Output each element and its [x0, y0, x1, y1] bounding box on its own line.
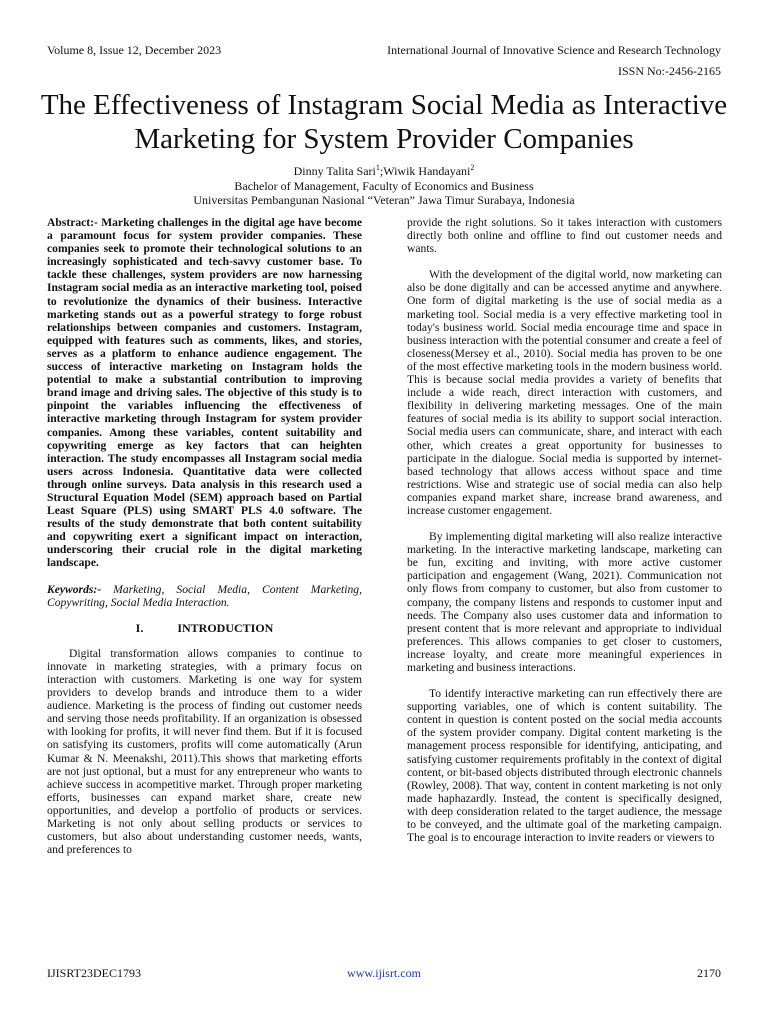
paragraph: By implementing digital marketing will also realize interactive marketing. In the interactive marketing landscape, marketing can be fun, exciting and inviting, with more active customer participation and engagement (Wang, 2021). Communication not only flows from company to customer, but also from customer to company, the company listens and responds to customer input and needs. The Company also uses customer data and information to present content that is more relevant and appropriate to individual preferences. This allows companies to get closer to customers, increase loyalty, and create more meaningful experiences in marketing and business interactions. — [407, 530, 722, 674]
journal-url-link[interactable]: www.ijisrt.com — [347, 966, 421, 980]
author-block — [40, 161, 728, 208]
issn: ISSN No:-2456-2165 — [617, 64, 721, 78]
author-name: Wiwik Handayani — [383, 164, 471, 178]
page-number: 2170 — [697, 966, 721, 980]
keywords — [47, 583, 362, 609]
section-number: I. — [135, 620, 144, 635]
journal-name: International Journal of Innovative Science and Research Technology — [387, 43, 721, 57]
section-heading — [47, 622, 362, 635]
keywords-label: Keywords:- — [47, 582, 102, 596]
paper-id: IJISRT23DEC1793 — [47, 966, 141, 980]
paragraph: With the development of the digital world, now marketing can also be done digitally and can be accessed anytime and anywhere. One form of digital marketing is the use of social media as a marketing tool. Social media is a very effective marketing tool in today's business world. Social media encourage time and space in business interaction with the potential consumer and create a feel of closeness(Mersey et al., 2010). Social media has proven to be one of the most effective marketing tools in the modern business world. This is because social media provides a variety of benefits that include a wide reach, direct interaction with customers, and flexibility in delivering marketing messages. One of the main features of social media is its ability to support social interaction. Social media users can communicate, share, and interact with each other, which creates a great opportunity for businesses to participate in the dialogue. Social media is supported by internet-based technology that allows access without space and time restrictions. Wise and strategic use of social media can also help companies expand market share, increase brand awareness, and increase customer engagement. — [407, 268, 722, 517]
affiliation: Bachelor of Management, Faculty of Economics and Business — [234, 178, 534, 193]
abstract — [47, 216, 362, 570]
left-column — [47, 216, 362, 856]
author-name: Dinny Talita Sari — [293, 164, 376, 178]
author-separator: ; — [379, 164, 384, 178]
paragraph: provide the right solutions. So it takes interaction with customers directly both online and offline to find out customer needs and wants. — [407, 216, 722, 256]
affiliation-marker: 1 — [375, 163, 380, 172]
paragraph: Digital transformation allows companies to continue to innovate in marketing strategies, with a primary focus on interaction with customers. Marketing is one way for system providers to develop brands and introduce them to a wider audience. Marketing is the process of finding out customer needs and serving those needs profitability. If an organization is obsessed with looking for profits, it will never find them. But if it is focused on satisfying its customers, profits will come automatically (Arun Kumar & N. Meenakshi, 2011).This shows that marketing efforts are not just optional, but a must for any entrepreneur who wants to achieve success in acompetitive market. Through proper marketing efforts, businesses can expand market share, create new opportunities, and develop a portfolio of products or services. Marketing is not only about selling products or services to customers, but also about understanding customer needs, wants, and preferences to — [47, 646, 362, 857]
abstract-label: Abstract:- — [47, 216, 98, 229]
author-line — [40, 161, 728, 179]
right-column — [407, 216, 722, 844]
volume-info: Volume 8, Issue 12, December 2023 — [47, 43, 222, 57]
abstract-text: Marketing challenges in the digital age have become a paramount focus for system provider companies. These companies seek to promote their technological solutions to an increasingly sophisticated and tech-savvy customer base. To tackle these challenges, system providers are now harnessing Instagram social media as an interactive marketing tool, poised to revolutionize the dynamics of their business. Interactive marketing stands out as a powerful strategy to forge robust relationships between companies and customers. Instagram, equipped with features such as comments, likes, and stories, serves as a platform to enhance audience engagement. The success of interactive marketing on Instagram holds the potential to make a substantial contribution to improving brand image and driving sales. The objective of this study is to pinpoint the variables influencing the effectiveness of interactive marketing through Instagram for system provider companies. Among these variables, content suitability and copywriting emerge as key factors that can heighten interaction. The study encompasses all Instagram social media users across Indonesia. Quantitative data were collected through online surveys. Data analysis in this research used a Structural Equation Model (SEM) approach based on Partial Least Square (PLS) using SMART PLS 4.0 software. The results of the study demonstrate that both content suitability and copywriting exert a significant impact on interaction, underscoring their crucial role in the digital marketing landscape. — [47, 216, 362, 570]
keywords-text: Marketing, Social Media, Content Marketing, Copywriting, Social Media Interaction. — [47, 582, 362, 609]
footer-link-wrap — [0, 966, 768, 981]
paragraph: To identify interactive marketing can run effectively there are supporting variables, one of which is content suitability. The content in question is content posted on the social media accounts of the system provider company. Digital content marketing is the management process responsible for identifying, anticipating, and satisfying customer requirements profitably in the context of digital content, or bit-based objects distributed through electronic channels (Rowley, 2008). That way, content in content marketing is not only made haphazardly. Instead, the content is specifically designed, with deep consideration related to the target audience, the message to be conveyed, and the ultimate goal of the marketing campaign. The goal is to encourage interaction to invite readers or viewers to — [407, 687, 722, 845]
section-title: INTRODUCTION — [177, 620, 274, 635]
affiliation-marker: 2 — [470, 163, 475, 172]
affiliation: Universitas Pembangunan Nasional “Veteran” Jawa Timur Surabaya, Indonesia — [193, 193, 575, 207]
paper-title: The Effectiveness of Instagram Social Media as Interactive Marketing for System Provider Companies — [40, 89, 728, 155]
